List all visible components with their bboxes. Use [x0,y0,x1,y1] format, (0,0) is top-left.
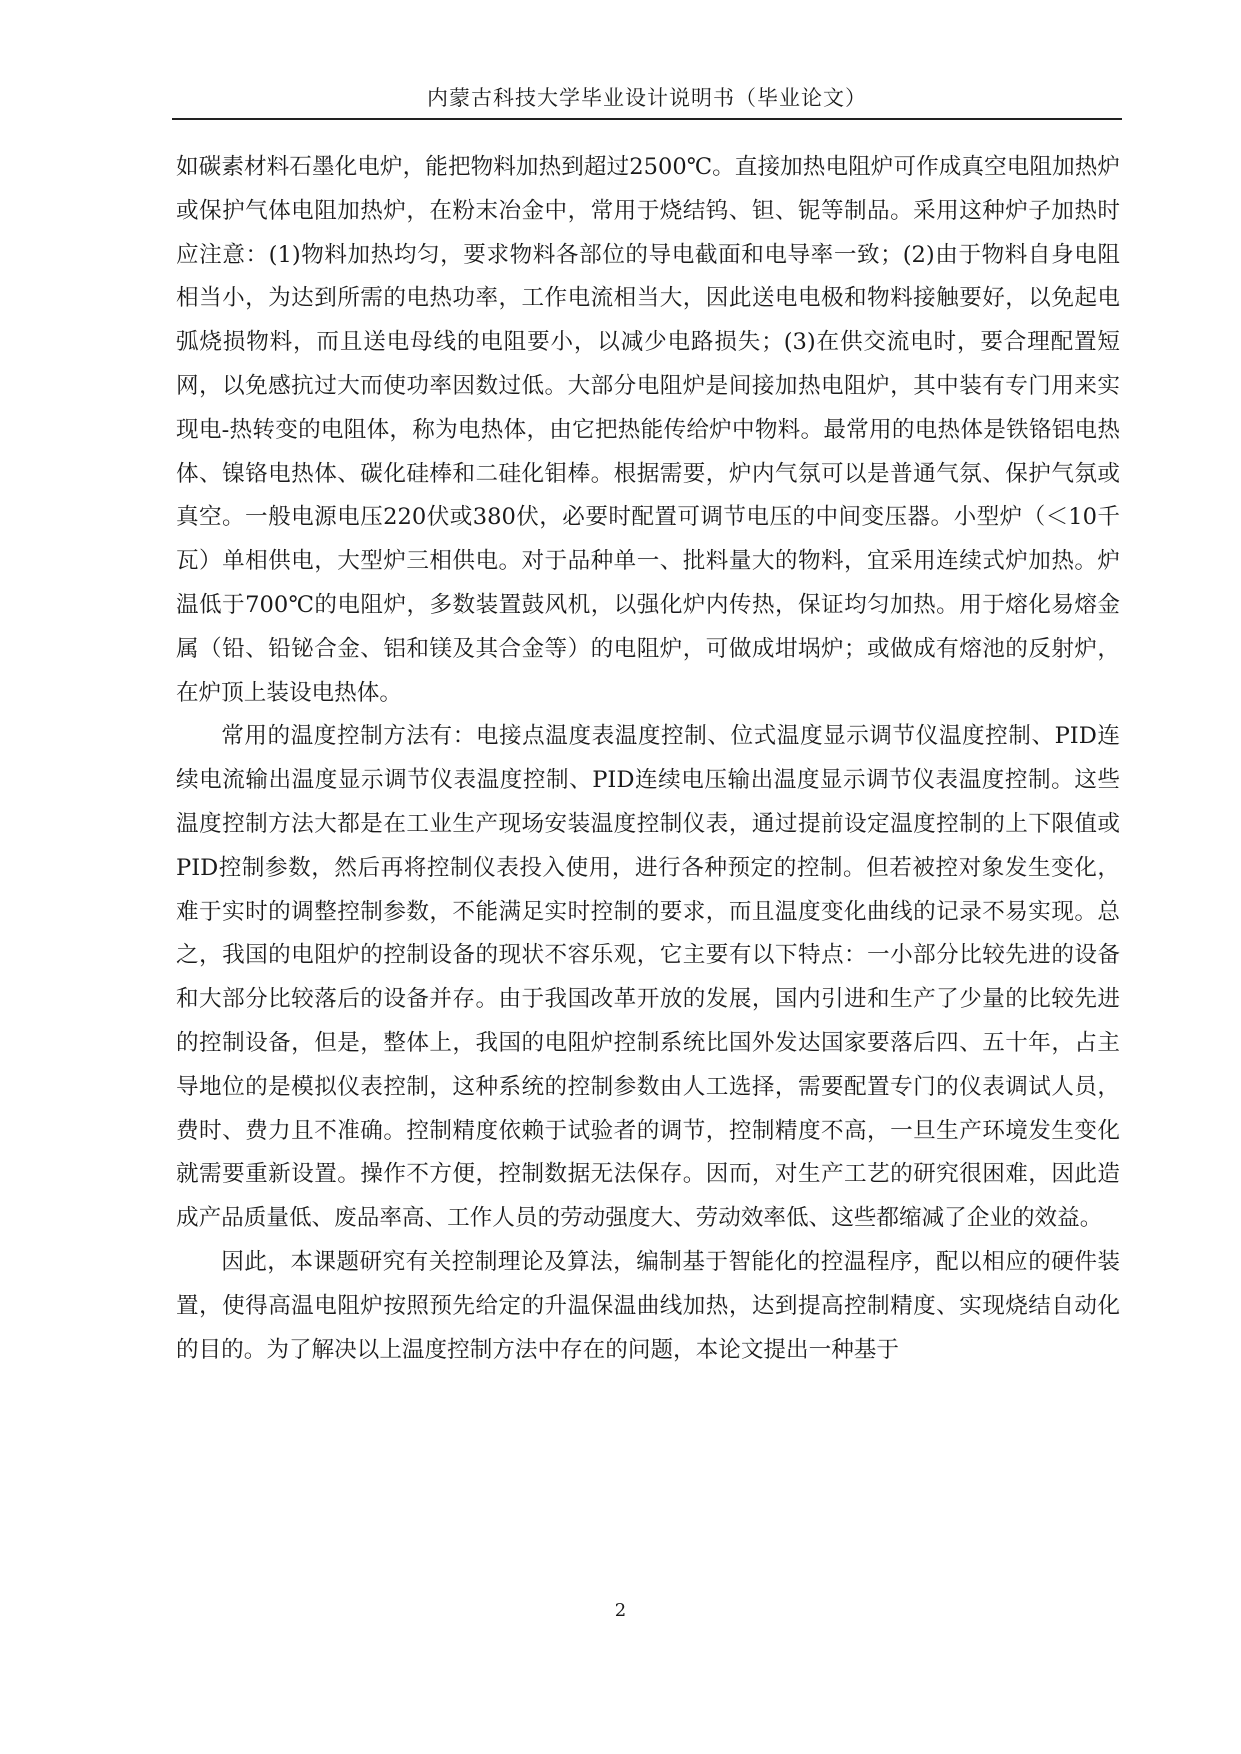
body-text [176,146,1120,1372]
paragraph-continuation: 如碳素材料石墨化电炉，能把物料加热到超过2500℃。直接加热电阻炉可作成真空电阻加热炉或保护气体电阻加热炉，在粉末冶金中，常用于烧结钨、钽、铌等制品。采用这种炉子加热时应注意：(1)物料加热均匀，要求物料各部位的导电截面和电导率一致；(2)由于物料自身电阻相当小，为达到所需的电热功率，工作电流相当大，因此送电电极和物料接触要好，以免起电弧烧损物料，而且送电母线的电阻要小，以减少电路损失；(3)在供交流电时，要合理配置短网，以免感抗过大而使功率因数过低。大部分电阻炉是间接加热电阻炉，其中装有专门用来实现电-热转变的电阻体，称为电热体，由它把热能传给炉中物料。最常用的电热体是铁铬铝电热体、镍铬电热体、碳化硅棒和二硅化钼棒。根据需要，炉内气氛可以是普通气氛、保护气氛或真空。一般电源电压220伏或380伏，必要时配置可调节电压的中间变压器。小型炉（＜10千瓦）单相供电，大型炉三相供电。对于品种单一、批料量大的物料，宜采用连续式炉加热。炉温低于700℃的电阻炉，多数装置鼓风机，以强化炉内传热，保证均匀加热。用于熔化易熔金属（铅、铅铋合金、铝和镁及其合金等）的电阻炉，可做成坩埚炉；或做成有熔池的反射炉，在炉顶上装设电热体。 [176,154,1120,706]
running-header: 内蒙古科技大学毕业设计说明书（毕业论文） [427,86,867,110]
page-number: 2 [614,1600,627,1621]
paragraph-research-purpose: 因此，本课题研究有关控制理论及算法，编制基于智能化的控温程序，配以相应的硬件装置，使得高温电阻炉按照预先给定的升温保温曲线加热，达到提高控制精度、实现烧结自动化的目的。为了解决以上温度控制方法中存在的问题，本论文提出一种基于 [176,1248,1120,1363]
header-rule [172,118,1122,120]
paragraph-temperature-control-methods: 常用的温度控制方法有：电接点温度表温度控制、位式温度显示调节仪温度控制、PID连续电流输出温度显示调节仪表温度控制、PID连续电压输出温度显示调节仪表温度控制。这些温度控制方法大都是在工业生产现场安装温度控制仪表，通过提前设定温度控制的上下限值或PID控制参数，然后再将控制仪表投入使用，进行各种预定的控制。但若被控对象发生变化，难于实时的调整控制参数，不能满足实时控制的要求，而且温度变化曲线的记录不易实现。总之，我国的电阻炉的控制设备的现状不容乐观，它主要有以下特点：一小部分比较先进的设备和大部分比较落后的设备并存。由于我国改革开放的发展，国内引进和生产了少量的比较先进的控制设备，但是，整体上，我国的电阻炉控制系统比国外发达国家要落后四、五十年，占主导地位的是模拟仪表控制，这种系统的控制参数由人工选择，需要配置专门的仪表调试人员，费时、费力且不准确。控制精度依赖于试验者的调节，控制精度不高，一旦生产环境发生变化就需要重新设置。操作不方便，控制数据无法保存。因而，对生产工艺的研究很困难，因此造成产品质量低、废品率高、工作人员的劳动强度大、劳动效率低、这些都缩减了企业的效益。 [176,723,1120,1232]
